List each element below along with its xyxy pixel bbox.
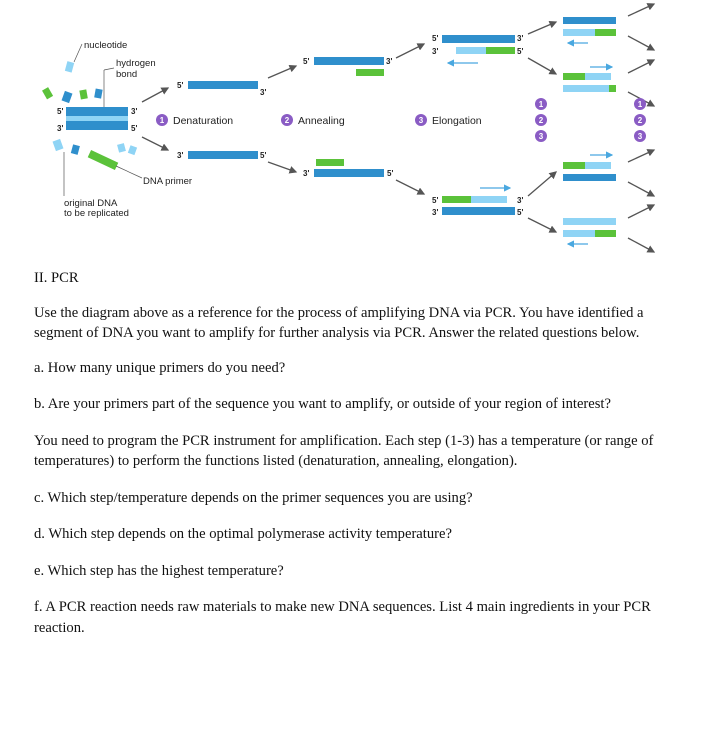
product-strand	[563, 17, 616, 24]
question-a: a. How many unique primers do you need?	[34, 359, 286, 376]
nucleotide-icon	[42, 87, 53, 99]
original-strand-middle	[66, 116, 128, 121]
nucleotide-icon	[94, 89, 102, 99]
prime-3-label: 3'	[177, 151, 184, 160]
repeat-step-2-number: 2	[637, 116, 643, 125]
product-strand	[563, 73, 585, 80]
step-2-label: Annealing	[298, 115, 345, 127]
prime-5-label: 5'	[260, 151, 267, 160]
prime-5-label: 5'	[517, 208, 524, 217]
product-strand	[595, 230, 616, 237]
nucleotide-icon	[62, 91, 73, 103]
hydrogen-label: hydrogen	[116, 58, 156, 69]
pcr-diagram	[0, 0, 718, 262]
prime-3-label: 3'	[260, 88, 267, 97]
step-3-number: 3	[418, 116, 424, 125]
product-strand	[563, 174, 616, 181]
prime-5-label: 5'	[432, 196, 439, 205]
nucleotide-icon	[71, 144, 80, 155]
step-elongation	[415, 34, 523, 217]
nucleotide-icon	[117, 143, 126, 153]
product-strand	[563, 85, 616, 92]
cycle-2-products	[563, 17, 616, 244]
prime-5-label: 5'	[131, 124, 138, 133]
dna-primer-icon	[88, 150, 119, 170]
repeat-step-3-number: 3	[538, 132, 544, 141]
prime-3-label: 3'	[57, 124, 64, 133]
prime-3-label: 3'	[386, 57, 393, 66]
repeat-step-2-number: 2	[538, 116, 544, 125]
product-strand	[563, 230, 595, 237]
denatured-strand-top	[188, 81, 258, 89]
step-annealing	[281, 57, 393, 178]
elongation-bottom-template	[442, 207, 515, 215]
product-strand	[595, 29, 616, 36]
question-c: c. Which step/temperature depends on the primer sequences you are using?	[34, 489, 473, 506]
elongation-top-new	[456, 47, 486, 54]
repeat-step-3-number: 3	[637, 132, 643, 141]
bond-label: bond	[116, 69, 138, 80]
prime-5-label: 5'	[387, 169, 394, 178]
annealing-primer-top	[356, 69, 384, 76]
section-title: II. PCR	[34, 270, 79, 286]
nucleotide-icon	[65, 61, 74, 72]
product-strand	[563, 162, 585, 169]
original-strand-bottom	[66, 121, 128, 130]
product-strand	[585, 162, 611, 169]
step-1-label: Denaturation	[173, 115, 234, 127]
step-2-number: 2	[284, 116, 290, 125]
prime-5-label: 5'	[303, 57, 310, 66]
nucleotide-icon	[79, 89, 87, 99]
denatured-strand-bottom	[188, 151, 258, 159]
prime-3-label: 3'	[432, 208, 439, 217]
product-strand	[585, 73, 611, 80]
original-strand-top	[66, 107, 128, 116]
program-instructions: You need to program the PCR instrument for amplification. Each step (1-3) has a temperature (or range of temperatures) to perform the functions listed (denaturation, annealing, elongation).	[34, 432, 654, 469]
original-dna-label: original DNA	[64, 198, 118, 209]
prime-3-label: 3'	[517, 196, 524, 205]
product-strand	[609, 85, 616, 92]
question-d: d. Which step depends on the optimal polymerase activity temperature?	[34, 526, 452, 542]
prime-5-label: 5'	[517, 47, 524, 56]
dna-primer-label: DNA primer	[143, 176, 193, 187]
elongation-bottom-new	[471, 196, 507, 203]
elongation-top-template	[442, 35, 515, 43]
step-3-label: Elongation	[432, 115, 482, 127]
annealing-strand-bottom	[314, 169, 384, 177]
elongation-top-primer	[486, 47, 515, 54]
prime-5-label: 5'	[57, 107, 64, 116]
nucleotide-label: nucleotide	[84, 40, 128, 51]
product-strand	[563, 29, 595, 36]
annealing-primer-bottom	[316, 159, 344, 166]
prime-3-label: 3'	[131, 107, 138, 116]
prime-3-label: 3'	[432, 47, 439, 56]
questions-section	[34, 268, 694, 638]
repeat-step-1-number: 1	[637, 100, 643, 109]
annealing-strand-top	[314, 57, 384, 65]
original-dna-label-2: to be replicated	[64, 208, 129, 219]
elongation-bottom-primer	[442, 196, 471, 203]
prime-3-label: 3'	[517, 34, 524, 43]
product-strand	[563, 218, 616, 225]
nucleotide-icon	[53, 139, 64, 151]
prime-5-label: 5'	[177, 81, 184, 90]
repeat-step-1-number: 1	[538, 100, 544, 109]
prime-3-label: 3'	[303, 169, 310, 178]
question-f: f. A PCR reaction needs raw materials to make new DNA sequences. List 4 main ingredients in your PCR reaction.	[34, 599, 651, 636]
question-b: b. Are your primers part of the sequence you want to amplify, or outside of your region of interest?	[34, 396, 611, 412]
step-denaturation	[156, 81, 266, 160]
question-e: e. Which step has the highest temperature?	[34, 562, 284, 579]
intro-paragraph: Use the diagram above as a reference for the process of amplifying DNA via PCR. You have identified a segment of DNA you want to amplify for further analysis via PCR. Answer the related questions below.	[34, 304, 644, 341]
step-1-number: 1	[159, 116, 165, 125]
original-dna-group	[42, 40, 192, 219]
prime-5-label: 5'	[432, 34, 439, 43]
nucleotide-icon	[128, 145, 137, 155]
